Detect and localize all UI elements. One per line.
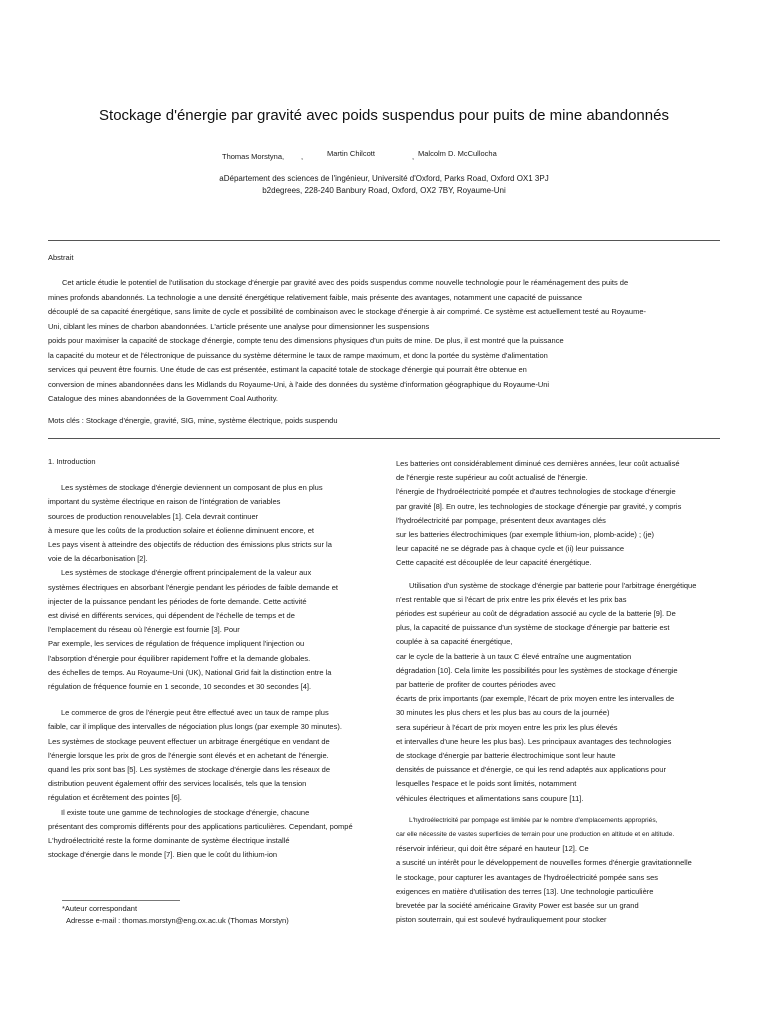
body-line: régulation de fréquence fournie en 1 seconde, 10 secondes et 30 secondes [4]. [48, 682, 312, 692]
body-line: dégradation [10]. Cela limite les possibilités pour les systèmes de stockage d'énergie [396, 665, 678, 675]
body-line: n'est rentable que si l'écart de prix entre les prix élevés et les prix bas [396, 594, 627, 604]
abstract-line: conversion de mines abandonnées dans les Midlands du Royaume-Uni, à l'aide des données du système d'information géographique du Royaume-Uni [48, 379, 550, 389]
body-line: faible, car il implique des intervalles de négociation plus longs (par exemple 30 minutes). [48, 722, 342, 732]
body-line: Les systèmes de stockage peuvent effectuer un arbitrage énergétique en vendant de [48, 736, 330, 746]
body-line: a suscité un intérêt pour le développement de nouvelles formes d'énergie gravitationnelle [396, 858, 692, 868]
body-line: exigences en matière d'utilisation des terres [13]. Une technologie particulière [396, 886, 654, 896]
keywords: Mots clés : Stockage d'énergie, gravité, SIG, mine, système électrique, poids suspendu [48, 416, 338, 425]
body-line: Les batteries ont considérablement diminué ces dernières années, leur coût actualisé [396, 459, 680, 468]
body-line: densités de puissance et d'énergie, ce qui les rend adaptés aux applications pour [396, 765, 666, 775]
body-line: systèmes électriques en absorbant l'énergie pendant les périodes de faible demande et [48, 582, 338, 592]
paragraph-gap [396, 571, 736, 579]
abstract-line: Uni, ciblant les mines de charbon abandonnées. L'article présente une analyse pour dimensionner les suspensions [48, 321, 430, 331]
abstract-body [48, 276, 720, 407]
footnotes [62, 903, 289, 927]
body-line: des échelles de temps. Au Royaume-Uni (UK), National Grid fait la distinction entre la [48, 667, 332, 677]
body-line: périodes est supérieur au coût de dégradation associé au cycle de la batterie [9]. De [396, 609, 676, 619]
paragraph-gap [396, 806, 736, 814]
body-line: l'absorption d'énergie pour équilibrer rapidement l'offre et la demande globales. [48, 653, 311, 663]
body-line: lesquelles l'espace et le poids sont limités, notamment [396, 779, 577, 789]
body-line: l'hydroélectricité par pompage, présentent deux avantages clés [396, 515, 606, 525]
body-line: de l'énergie reste supérieur au coût actualisé de l'énergie. [396, 473, 588, 483]
body-line: piston souterrain, qui est soulevé hydrauliquement pour stocker [396, 915, 607, 925]
body-line: leur capacité ne se dégrade pas à chaque cycle et (ii) leur puissance [396, 544, 625, 554]
body-line: le stockage, pour capturer les avantages de l'hydroélectricité pompée sans ses [396, 872, 658, 882]
body-line: L'hydroélectricité reste la forme dominante de système électrique installé [48, 836, 290, 846]
body-line: par batterie de profiter de courtes périodes avec [396, 680, 556, 690]
affiliation: b2degrees, 228-240 Banbury Road, Oxford, OX2 7BY, Royaume-Uni [262, 186, 506, 195]
divider [48, 240, 720, 241]
body-line: l'énergie lorsque les prix de gros de l'énergie sont élevés et en achetant de l'énergie. [48, 750, 329, 760]
body-line: de stockage d'énergie par batterie électrochimique sont leur haute [396, 751, 616, 761]
body-line: 30 minutes les plus chers et les plus bas au cours de la journée) [396, 708, 610, 718]
body-line: Le commerce de gros de l'énergie peut être effectué avec un taux de rampe plus [61, 708, 329, 718]
body-line: sera supérieur à l'écart de prix moyen entre les prix les plus élevés [396, 722, 618, 732]
body-line: réservoir inférieur, qui doit être séparé en hauteur [12]. Ce [396, 844, 589, 854]
body-line: injecter de la puissance pendant les périodes de forte demande. Cette activité [48, 596, 307, 606]
body-line: distribution peuvent également offrir des services localisés, tels que la tension [48, 779, 307, 789]
body-line: brevetée par la société américaine Gravity Power est basée sur un grand [396, 901, 639, 911]
author-name: Martin Chilcott [327, 149, 375, 158]
body-line: stockage d'énergie dans le monde [7]. Bien que le coût du lithium-ion [48, 850, 278, 860]
body-line: Les systèmes de stockage d'énergie offrent principalement de la valeur aux [61, 568, 312, 578]
body-line: couplée à sa capacité énergétique, [396, 637, 513, 647]
affiliation: aDépartement des sciences de l'ingénieur, Université d'Oxford, Parks Road, Oxford OX1 3PJ [219, 174, 549, 183]
body-line: voie de la décarbonisation [2]. [48, 554, 148, 564]
footnote-divider [62, 900, 180, 901]
author-separator: , [412, 152, 415, 161]
footnote-corresponding-author: *Auteur correspondant [62, 904, 138, 913]
body-line: car le cycle de la batterie à un taux C élevé entraîne une augmentation [396, 651, 632, 661]
abstract-line: découplé de sa capacité énergétique, sans limite de cycle et possibilité de combinaison avec le stockage d'énergie à air comprimé. Ce système est actuellement testé au Royaume- [48, 307, 647, 316]
body-line: Utilisation d'un système de stockage d'énergie par batterie pour l'arbitrage énergétique [409, 580, 697, 590]
abstract-line: mines profonds abandonnés. La technologie a une densité énergétique relativement faible, mais présente des avantages, notamment une capacité de puissance [48, 292, 583, 302]
body-line: sources de production renouvelables [1]. Cela devrait continuer [48, 511, 259, 521]
abstract-line: la capacité du moteur et de l'électronique de puissance du système détermine le taux de rampe maximum, et donc la portée du système d'alimentation [48, 350, 548, 360]
abstract-line: Catalogue des mines abandonnées de la Government Coal Authority. [48, 394, 279, 403]
abstract-line: poids pour maximiser la capacité de stockage d'énergie, compte tenu des dimensions physiques d'un puits de mine. De plus, il est montré que la puissance [48, 336, 564, 345]
body-line: écarts de prix importants (par exemple, l'écart de prix moyen entre les intervalles de [396, 694, 675, 704]
body-column-right [396, 457, 736, 928]
body-line: Cette capacité est découplée de leur capacité énergétique. [396, 558, 592, 568]
body-line: est divisé en différents services, qui dépendent de l'échelle de temps et de [48, 611, 295, 621]
body-line: présentant des compromis différents pour des applications particulières. Cependant, pompé [48, 821, 353, 831]
body-line: Par exemple, les services de régulation de fréquence impliquent l'injection ou [48, 639, 305, 649]
section-heading: 1. Introduction [48, 457, 96, 466]
author-name: Malcolm D. McCullocha [418, 149, 497, 158]
body-line: important du système électrique en raison de l'intégration de variables [48, 497, 281, 507]
body-line: Les systèmes de stockage d'énergie deviennent un composant de plus en plus [61, 483, 323, 493]
paper-title: Stockage d'énergie par gravité avec poids suspendus pour puits de mine abandonnés [99, 107, 669, 124]
divider [48, 438, 720, 439]
body-line: par gravité [8]. En outre, les technologies de stockage d'énergie par gravité, y compris [396, 501, 682, 511]
body-line: à mesure que les coûts de la production solaire et éolienne diminuent encore, et [48, 525, 314, 535]
body-line: l'emplacement du réseau où l'énergie est fournie [3]. Pour [48, 625, 240, 635]
abstract-line: services qui peuvent être fournis. Une étude de cas est présentée, estimant la capacité totale de stockage d'énergie qui pourrait être obtenue en [48, 365, 527, 374]
body-column-left [48, 455, 388, 862]
body-line: car elle nécessite de vastes superficies de terrain pour une production en altitude et en altitude. [396, 831, 675, 839]
footnote-email: Adresse e-mail : thomas.morstyn@eng.ox.ac.uk (Thomas Morstyn) [66, 916, 289, 925]
paragraph-gap [48, 694, 388, 706]
author-name: Thomas Morstyna, [222, 152, 285, 161]
body-line: régulation et écrêtement des pointes [6]. [48, 793, 182, 803]
abstract-heading: Abstrait [48, 253, 74, 262]
body-line: Il existe toute une gamme de technologies de stockage d'énergie, chacune [61, 807, 310, 817]
author-separator: , [301, 152, 304, 161]
abstract-line: Cet article étudie le potentiel de l'utilisation du stockage d'énergie par gravité avec des poids suspendus comme nouvelle technologie pour le réaménagement des puits de [62, 278, 629, 287]
body-line: quand les prix sont bas [5]. Les systèmes de stockage d'énergie dans les réseaux de [48, 765, 331, 775]
body-line: Les pays visent à atteindre des objectifs de réduction des émissions plus stricts sur la [48, 540, 332, 550]
body-line: l'énergie de l'hydroélectricité pompée et d'autres technologies de stockage d'énergie [396, 487, 676, 497]
body-line: véhicules électriques et alimentations sans coupure [11]. [396, 793, 584, 803]
body-line: plus, la capacité de puissance d'un système de stockage d'énergie par batterie est [396, 623, 670, 633]
body-line: L'hydroélectricité par pompage est limitée par le nombre d'emplacements appropriés, [409, 816, 658, 824]
body-line: et intervalles d'une heure les plus bas). Les principaux avantages des technologies [396, 736, 672, 746]
body-line: sur les batteries électrochimiques (par exemple lithium-ion, plomb-acide) ; (je) [396, 530, 655, 540]
